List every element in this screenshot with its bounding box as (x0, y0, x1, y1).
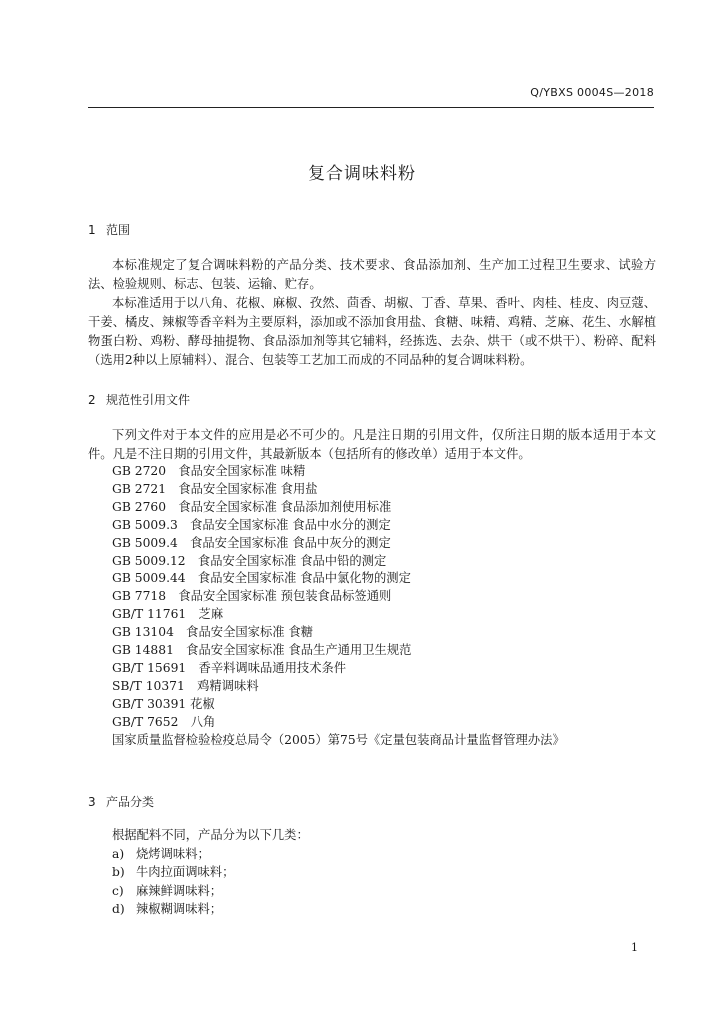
section-heading-3 (88, 793, 154, 810)
item-label: d) (112, 902, 125, 916)
normative-references-paragraph: 下列文件对于本文件的应用是必不可少的。凡是注日期的引用文件，仅所注日期的版本适用于本文件。凡是不注日期的引用文件，其最新版本（包括所有的修改单）适用于本文件。 (88, 428, 656, 461)
item-text: 烧烤调味料； (136, 846, 210, 861)
scope-paragraph-2: 本标准适用于以八角、花椒、麻椒、孜然、茴香、胡椒、丁香、草果、香叶、肉桂、桂皮、肉豆蔻、干姜、橘皮、辣椒等香辛料为主要原料，添加或不添加食用盐、食糖、味精、鸡精、芝麻、花生、水解植物蛋白粉、鸡粉、酵母抽提物、食品添加剂等其它辅料，经拣选、去杂、烘干（或不烘干）、粉碎、配料（选用2种以上原辅料）、混合、包装等工艺加工而成的不同品种的复合调味料粉。 (88, 296, 656, 367)
reference-item: GB 5009.4 食品安全国家标准 食品中灰分的测定 (112, 535, 391, 550)
document-title: 复合调味料粉 (308, 164, 416, 184)
reference-item: GB 5009.44 食品安全国家标准 食品中氯化物的测定 (112, 571, 411, 586)
product-category-list (112, 826, 309, 919)
reference-item: GB 5009.3 食品安全国家标准 食品中水分的测定 (112, 517, 391, 532)
item-label: c) (112, 883, 124, 898)
reference-item: GB 14881 食品安全国家标准 食品生产通用卫生规范 (112, 643, 412, 658)
document-code: Q/YBXS 0004S—2018 (530, 86, 654, 99)
reference-item: GB/T 15691 香辛料调味品通用技术条件 (112, 660, 347, 675)
item-label: b) (112, 865, 125, 879)
section-number: 2 (88, 393, 96, 407)
header-rule (88, 107, 654, 108)
section-title: 规范性引用文件 (106, 393, 191, 407)
category-intro: 根据配料不同，产品分为以下几类： (112, 828, 309, 842)
item-text: 辣椒糊调味料； (136, 902, 223, 916)
section-title: 范围 (106, 223, 131, 237)
reference-item: GB 2720 食品安全国家标准 味精 (112, 464, 306, 478)
reference-item: GB 13104 食品安全国家标准 食糖 (112, 625, 314, 640)
reference-item: GB/T 30391 花椒 (112, 696, 215, 711)
reference-item: GB 5009.12 食品安全国家标准 食品中铅的测定 (112, 553, 387, 568)
reference-item: GB 7718 食品安全国家标准 预包装食品标签通则 (112, 589, 392, 604)
section-title: 产品分类 (106, 795, 155, 809)
reference-item: 国家质量监督检验检疫总局令（2005）第75号《定量包装商品计量监督管理办法》 (112, 732, 565, 747)
category-item (112, 845, 309, 864)
reference-item: GB 2721 食品安全国家标准 食用盐 (112, 481, 318, 496)
reference-item: GB/T 11761 芝麻 (112, 607, 224, 622)
reference-item: GB 2760 食品安全国家标准 食品添加剂使用标准 (112, 499, 392, 514)
section-number: 3 (88, 795, 96, 809)
page-number: 1 (631, 941, 638, 954)
reference-item: GB/T 7652 八角 (112, 714, 216, 729)
item-label: a) (112, 846, 125, 861)
section-number: 1 (88, 223, 96, 237)
category-item (112, 882, 309, 901)
scope-paragraph-1: 本标准规定了复合调味料粉的产品分类、技术要求、食品添加剂、生产加工过程卫生要求、试验方法、检验规则、标志、包装、运输、贮存。 (88, 258, 656, 291)
category-item (112, 900, 309, 919)
item-text: 牛肉拉面调味料； (136, 865, 235, 879)
section-heading-1 (88, 221, 130, 238)
section-heading-2 (88, 391, 190, 408)
category-item (112, 863, 309, 882)
item-text: 麻辣鲜调味料； (136, 883, 223, 898)
reference-item: SB/T 10371 鸡精调味料 (112, 678, 259, 693)
reference-list (112, 463, 565, 750)
